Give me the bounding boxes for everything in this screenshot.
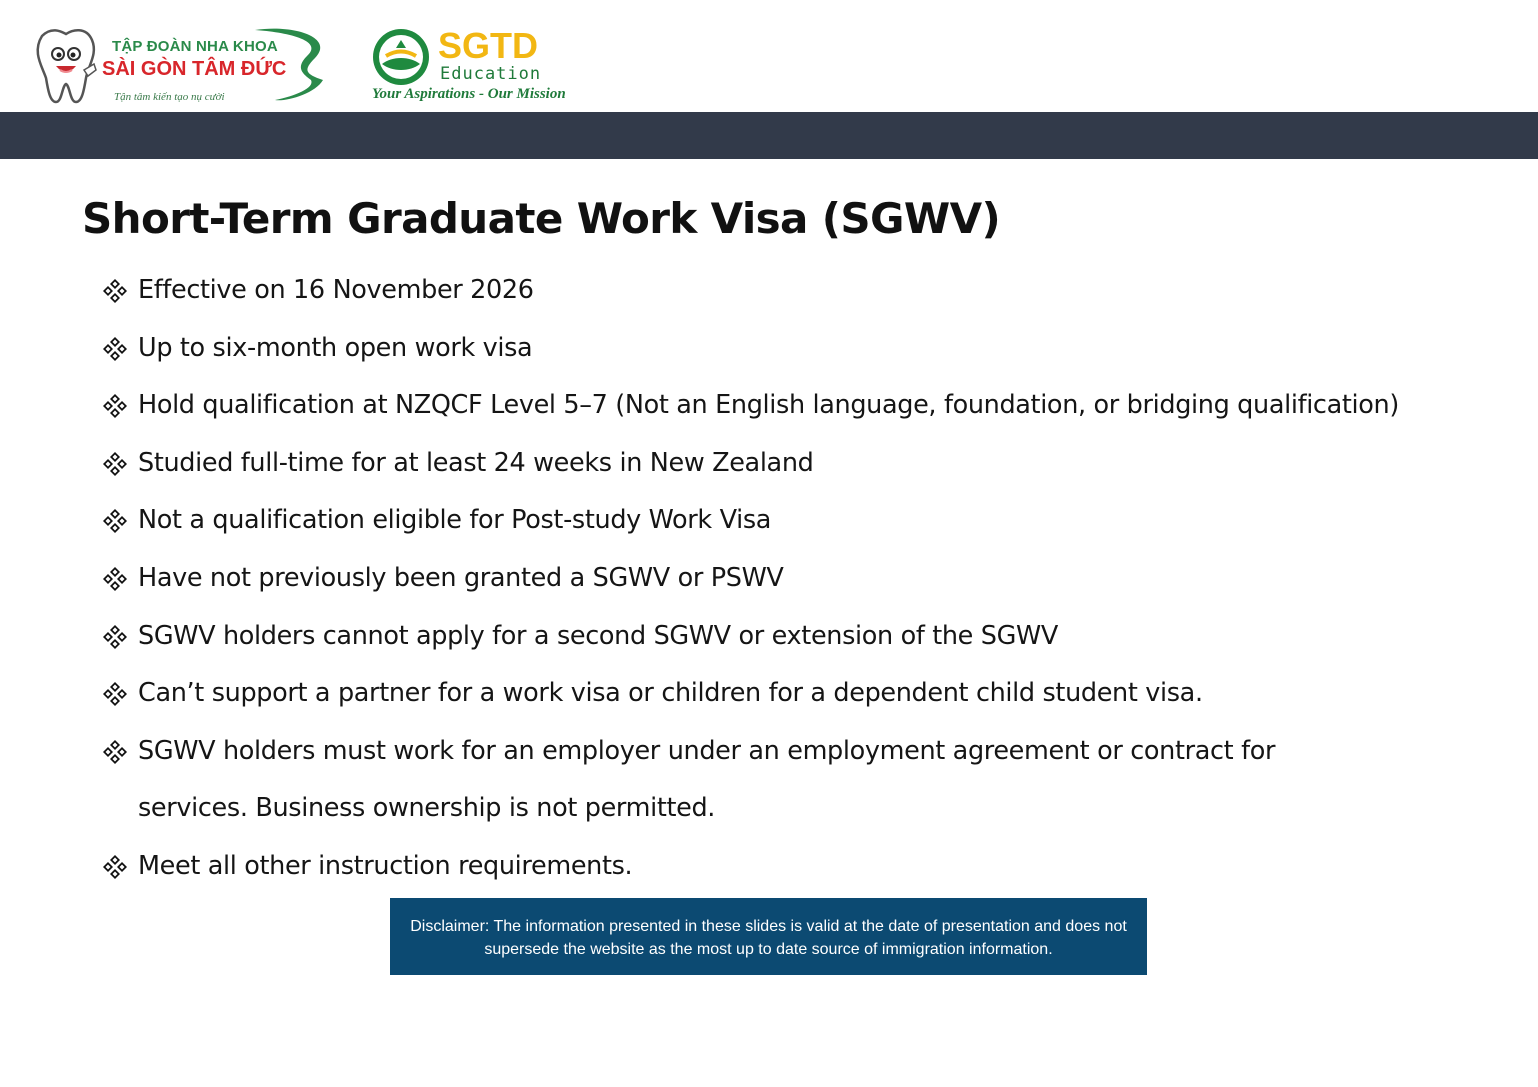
- bullet-item: [102, 320, 1522, 378]
- sgtd-subtitle: Education: [440, 64, 542, 84]
- logo-tagline: Tận tâm kiến tạo nụ cười: [114, 91, 225, 103]
- sgtd-title: SGTD: [438, 25, 539, 66]
- header-band: [0, 112, 1538, 159]
- bullet-text: Not a qualification eligible for Post-study Work Visa: [138, 505, 772, 536]
- bullet-item: [102, 492, 1522, 550]
- header: [0, 0, 1538, 112]
- sgtd-education-logo: [370, 25, 566, 110]
- bullet-text: Meet all other instruction requirements.: [138, 850, 633, 881]
- four-diamond-bullet-icon: [102, 681, 128, 707]
- four-diamond-bullet-icon: [102, 508, 128, 534]
- logo-group-name: TẬP ĐOÀN NHA KHOA: [112, 38, 278, 55]
- four-diamond-bullet-icon: [102, 278, 128, 304]
- bullet-text: Hold qualification at NZQCF Level 5–7 (Not an English language, foundation, or bridging qualification): [138, 390, 1399, 421]
- bullet-item: [102, 608, 1522, 666]
- bullet-item: [102, 665, 1522, 723]
- tooth-mascot-icon: [30, 26, 100, 106]
- bullet-text: Up to six-month open work visa: [138, 332, 533, 363]
- bullet-list: [102, 262, 1522, 896]
- bullet-item: [102, 723, 1378, 838]
- bullet-text: SGWV holders must work for an employer under an employment agreement or contract for services. Business ownership is not permitted.: [138, 735, 1276, 824]
- disclaimer-box: [390, 898, 1147, 975]
- bullet-item: [102, 550, 1522, 608]
- bullet-text: Effective on 16 November 2026: [138, 275, 534, 305]
- sgtd-tagline: Your Aspirations - Our Mission: [372, 86, 566, 102]
- green-swoosh-icon: [245, 24, 335, 106]
- bullet-text: Studied full-time for at least 24 weeks in New Zealand: [138, 447, 814, 478]
- bullet-item: [102, 377, 1522, 435]
- four-diamond-bullet-icon: [102, 393, 128, 419]
- slide-title: Short-Term Graduate Work Visa (SGWV): [82, 194, 1001, 243]
- four-diamond-bullet-icon: [102, 624, 128, 650]
- four-diamond-bullet-icon: [102, 336, 128, 362]
- four-diamond-bullet-icon: [102, 566, 128, 592]
- bullet-text: Have not previously been granted a SGWV or PSWV: [138, 562, 784, 593]
- bullet-item: [102, 435, 1522, 493]
- bullet-item: [102, 838, 1522, 896]
- bullet-text: SGWV holders cannot apply for a second SGWV or extension of the SGWV: [138, 620, 1058, 651]
- four-diamond-bullet-icon: [102, 739, 128, 765]
- sgtd-emblem-icon: [370, 26, 432, 88]
- disclaimer-text: Disclaimer: The information presented in these slides is valid at the date of presentation and does not supersede the website as the most up to date source of immigration information.: [410, 918, 1127, 958]
- saigon-tam-duc-logo: [30, 22, 330, 108]
- four-diamond-bullet-icon: [102, 854, 128, 880]
- bullet-item: [102, 262, 1522, 320]
- logo-brand-name: SÀI GÒN TÂM ĐỨC: [102, 58, 287, 80]
- four-diamond-bullet-icon: [102, 451, 128, 477]
- bullet-text: Can’t support a partner for a work visa or children for a dependent child student visa.: [138, 678, 1203, 709]
